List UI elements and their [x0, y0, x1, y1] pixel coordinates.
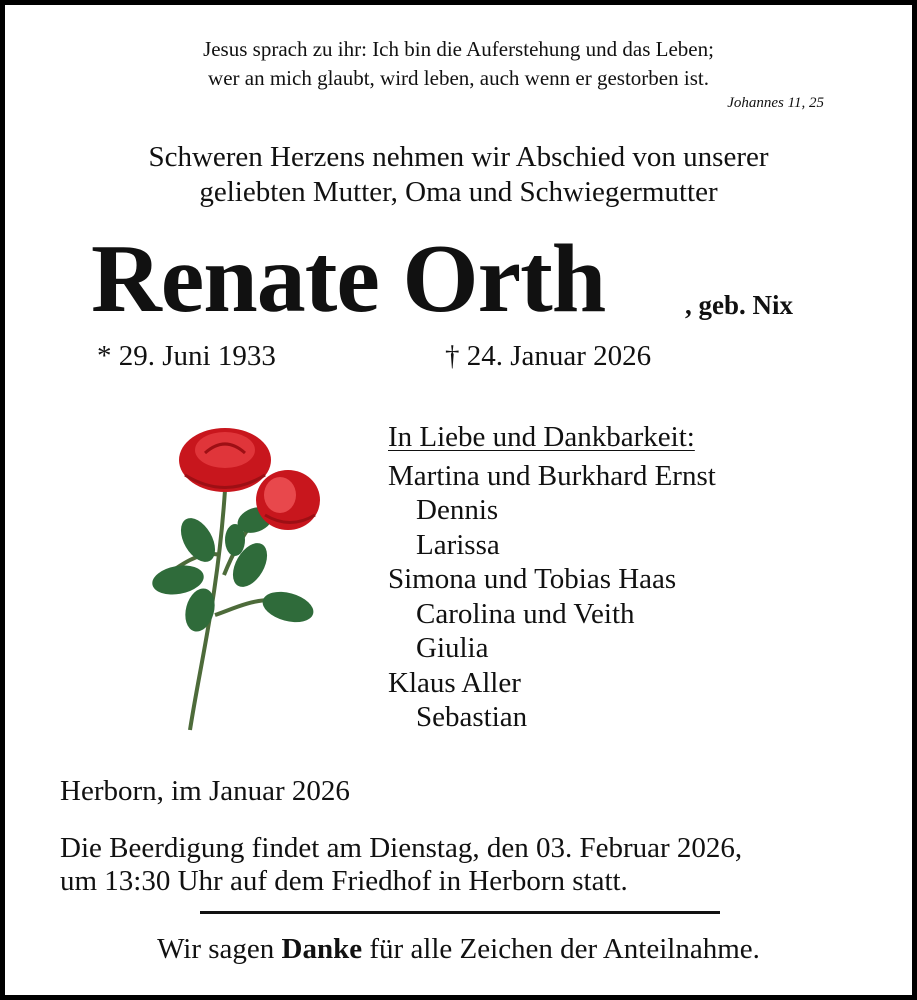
thanks-bold: Danke: [281, 933, 363, 965]
mourner-entry: Klaus Aller: [388, 666, 521, 699]
thanks-after: für alle Zeichen der Anteilnahme.: [362, 933, 760, 965]
red-rose-icon: [140, 415, 330, 745]
mourner-entry: Sebastian: [416, 701, 528, 733]
funeral-line-2: um 13:30 Uhr auf dem Friedhof in Herborn statt.: [60, 865, 628, 897]
funeral-info: [60, 832, 742, 898]
mourner-entry: Giulia: [416, 632, 489, 664]
intro-line-1: Schweren Herzens nehmen wir Abschied von unserer: [148, 141, 769, 173]
death-date: † 24. Januar 2026: [445, 340, 652, 372]
mourner-entry: Simona und Tobias Haas: [388, 563, 677, 595]
intro-line-2: geliebten Mutter, Oma und Schwiegermutter: [199, 176, 718, 208]
mourners-heading: In Liebe und Dankbarkeit:: [388, 421, 695, 453]
quote-reference: Johannes 11, 25: [727, 95, 824, 111]
mourner-entry: Carolina und Veith: [416, 597, 635, 630]
quote-line-1: Jesus sprach zu ihr: Ich bin die Auferstehung und das Leben;: [203, 37, 714, 61]
bible-quote: [5, 35, 912, 93]
thanks-line: [5, 933, 912, 966]
mourner-entry: Martina und Burkhard Ernst: [388, 459, 716, 492]
birth-name: , geb. Nix: [685, 290, 793, 320]
place-date: Herborn, im Januar 2026: [60, 775, 350, 807]
quote-line-2: wer an mich glaubt, wird leben, auch wenn er gestorben ist.: [208, 66, 709, 90]
intro-text: [5, 140, 912, 210]
thanks-before: Wir sagen: [157, 933, 282, 965]
deceased-name: Renate Orth: [91, 225, 606, 333]
mourner-entry: Dennis: [416, 494, 499, 526]
funeral-line-1: Die Beerdigung findet am Dienstag, den 03. Februar 2026,: [60, 832, 743, 864]
mourners-list: [388, 420, 716, 735]
birth-date: * 29. Juni 1933: [97, 340, 276, 372]
mourner-entry: Larissa: [416, 528, 500, 561]
divider: [200, 911, 720, 914]
